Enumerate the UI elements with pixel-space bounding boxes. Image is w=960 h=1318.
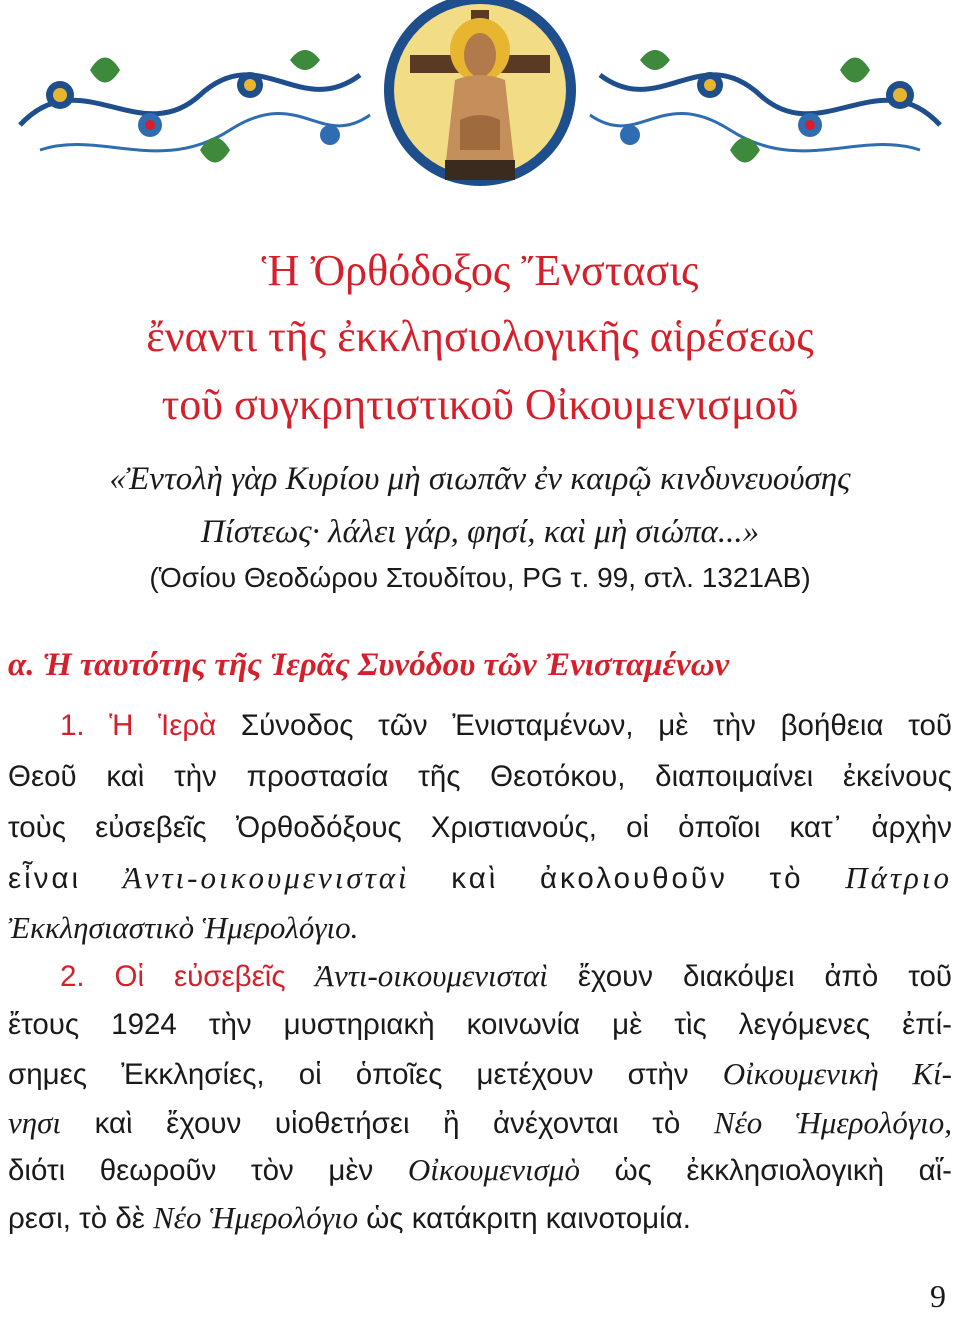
para2-line-4: [8, 1103, 952, 1144]
para1-line-4a: εἶναι: [8, 862, 123, 895]
para1-line-1-text: Σύνοδος τῶν Ἐνισταμένων, μὲ τὴν βοήθεια τοῦ: [216, 709, 952, 742]
para2-line-2: ἔτους 1924 τὴν μυστηριακὴ κοινωνία μὲ τὶς λεγόμενες ἐπί-: [8, 1008, 952, 1041]
title-line-2: ἔναντι τῆς ἐκκλησιολογικῆς αἱρέσεως: [146, 312, 814, 361]
para2-line-4c: Νέο Ἡμερολόγιο,: [713, 1105, 952, 1140]
para2-line-3b: Οἰκουμενικὴ Κί-: [722, 1056, 952, 1091]
para1-line-5: [8, 908, 952, 949]
para2-line-6c: ὡς κατάκριτη καινοτομία.: [358, 1202, 691, 1235]
para2-line-5c: ὡς ἐκκλησιολογικὴ αἵ-: [579, 1154, 952, 1187]
para2-line-5: [8, 1150, 952, 1191]
para2-line-1: [60, 956, 952, 997]
para2-lead: 2. Οἱ εὐσεβεῖς: [60, 960, 286, 993]
epigraph-line-2: Πίστεως· λάλει γάρ, φησί, καὶ μὴ σιώπα...»: [200, 514, 760, 550]
para2-line-6: [8, 1198, 952, 1239]
para1-line-1: [60, 706, 952, 746]
para1-line-4d: Πάτριο: [845, 860, 952, 895]
title-line-1: Ἡ Ὀρθόδοξος Ἔνστασις: [261, 246, 699, 295]
para1-lead: 1. Ἡ Ἱερὰ: [60, 709, 217, 742]
para2-line-4b: καὶ ἔχουν υἱοθετήσει ἢ ἀνέχονται τὸ: [61, 1107, 714, 1140]
page-number: 9: [930, 1278, 946, 1314]
para2-line-3: [8, 1054, 952, 1095]
para2-line-3a: σημες Ἐκκλησίες, οἱ ὁποῖες μετέχουν στὴν: [8, 1058, 723, 1091]
icon-christ-image: [384, 0, 576, 186]
para2-line-6b: Νέο Ἡμερολόγιο: [153, 1200, 359, 1235]
title-line-3: τοῦ συγκρητιστικοῦ Οἰκουμενισμοῦ: [161, 380, 799, 429]
para2-line-5a: διότι θεωροῦν τὸν μὲν: [8, 1154, 408, 1187]
para1-line-3: τοὺς εὐσεβεῖς Ὀρθοδόξους Χριστιανούς, οἱ ὁποῖοι κατ᾽ ἀρχὴν: [8, 811, 952, 844]
para1-line-2: Θεοῦ καὶ τὴν προστασία τῆς Θεοτόκου, διαποιμαίνει ἐκείνους: [8, 760, 952, 793]
para2-line-6a: ρεσι, τὸ δὲ: [8, 1202, 154, 1235]
epigraph-line-1: «Ἐντολὴ γὰρ Κυρίου μὴ σιωπᾶν ἐν καιρῷ κινδυνευούσης: [109, 461, 851, 497]
para2-line-4a: νησι: [8, 1105, 62, 1140]
para1-line-4c: καὶ ἀκολουθοῦν τὸ: [409, 862, 846, 895]
para2-line-5b: Οἰκουμενισμὸ: [407, 1152, 580, 1187]
header-ornament: [0, 0, 960, 200]
epigraph-citation: (Ὁσίου Θεοδώρου Στουδίτου, PG τ. 99, στλ. 1321AB): [149, 562, 811, 593]
para1-line-5-text: Ἐκκλησιαστικὸ Ἡμερολόγιο.: [8, 910, 359, 945]
para1-line-4: [8, 858, 952, 899]
para2-line-1-text: ἔχουν διακόψει ἀπὸ τοῦ: [547, 960, 952, 993]
para2-line-1-italic: Ἀντι-οικουμενισταὶ: [285, 958, 548, 993]
section-heading: α. Ἡ ταυτότης τῆς Ἱερᾶς Συνόδου τῶν Ἐνισταμένων: [8, 647, 730, 683]
para1-line-4b: Ἀντι-οικουμενισταὶ: [122, 860, 410, 895]
